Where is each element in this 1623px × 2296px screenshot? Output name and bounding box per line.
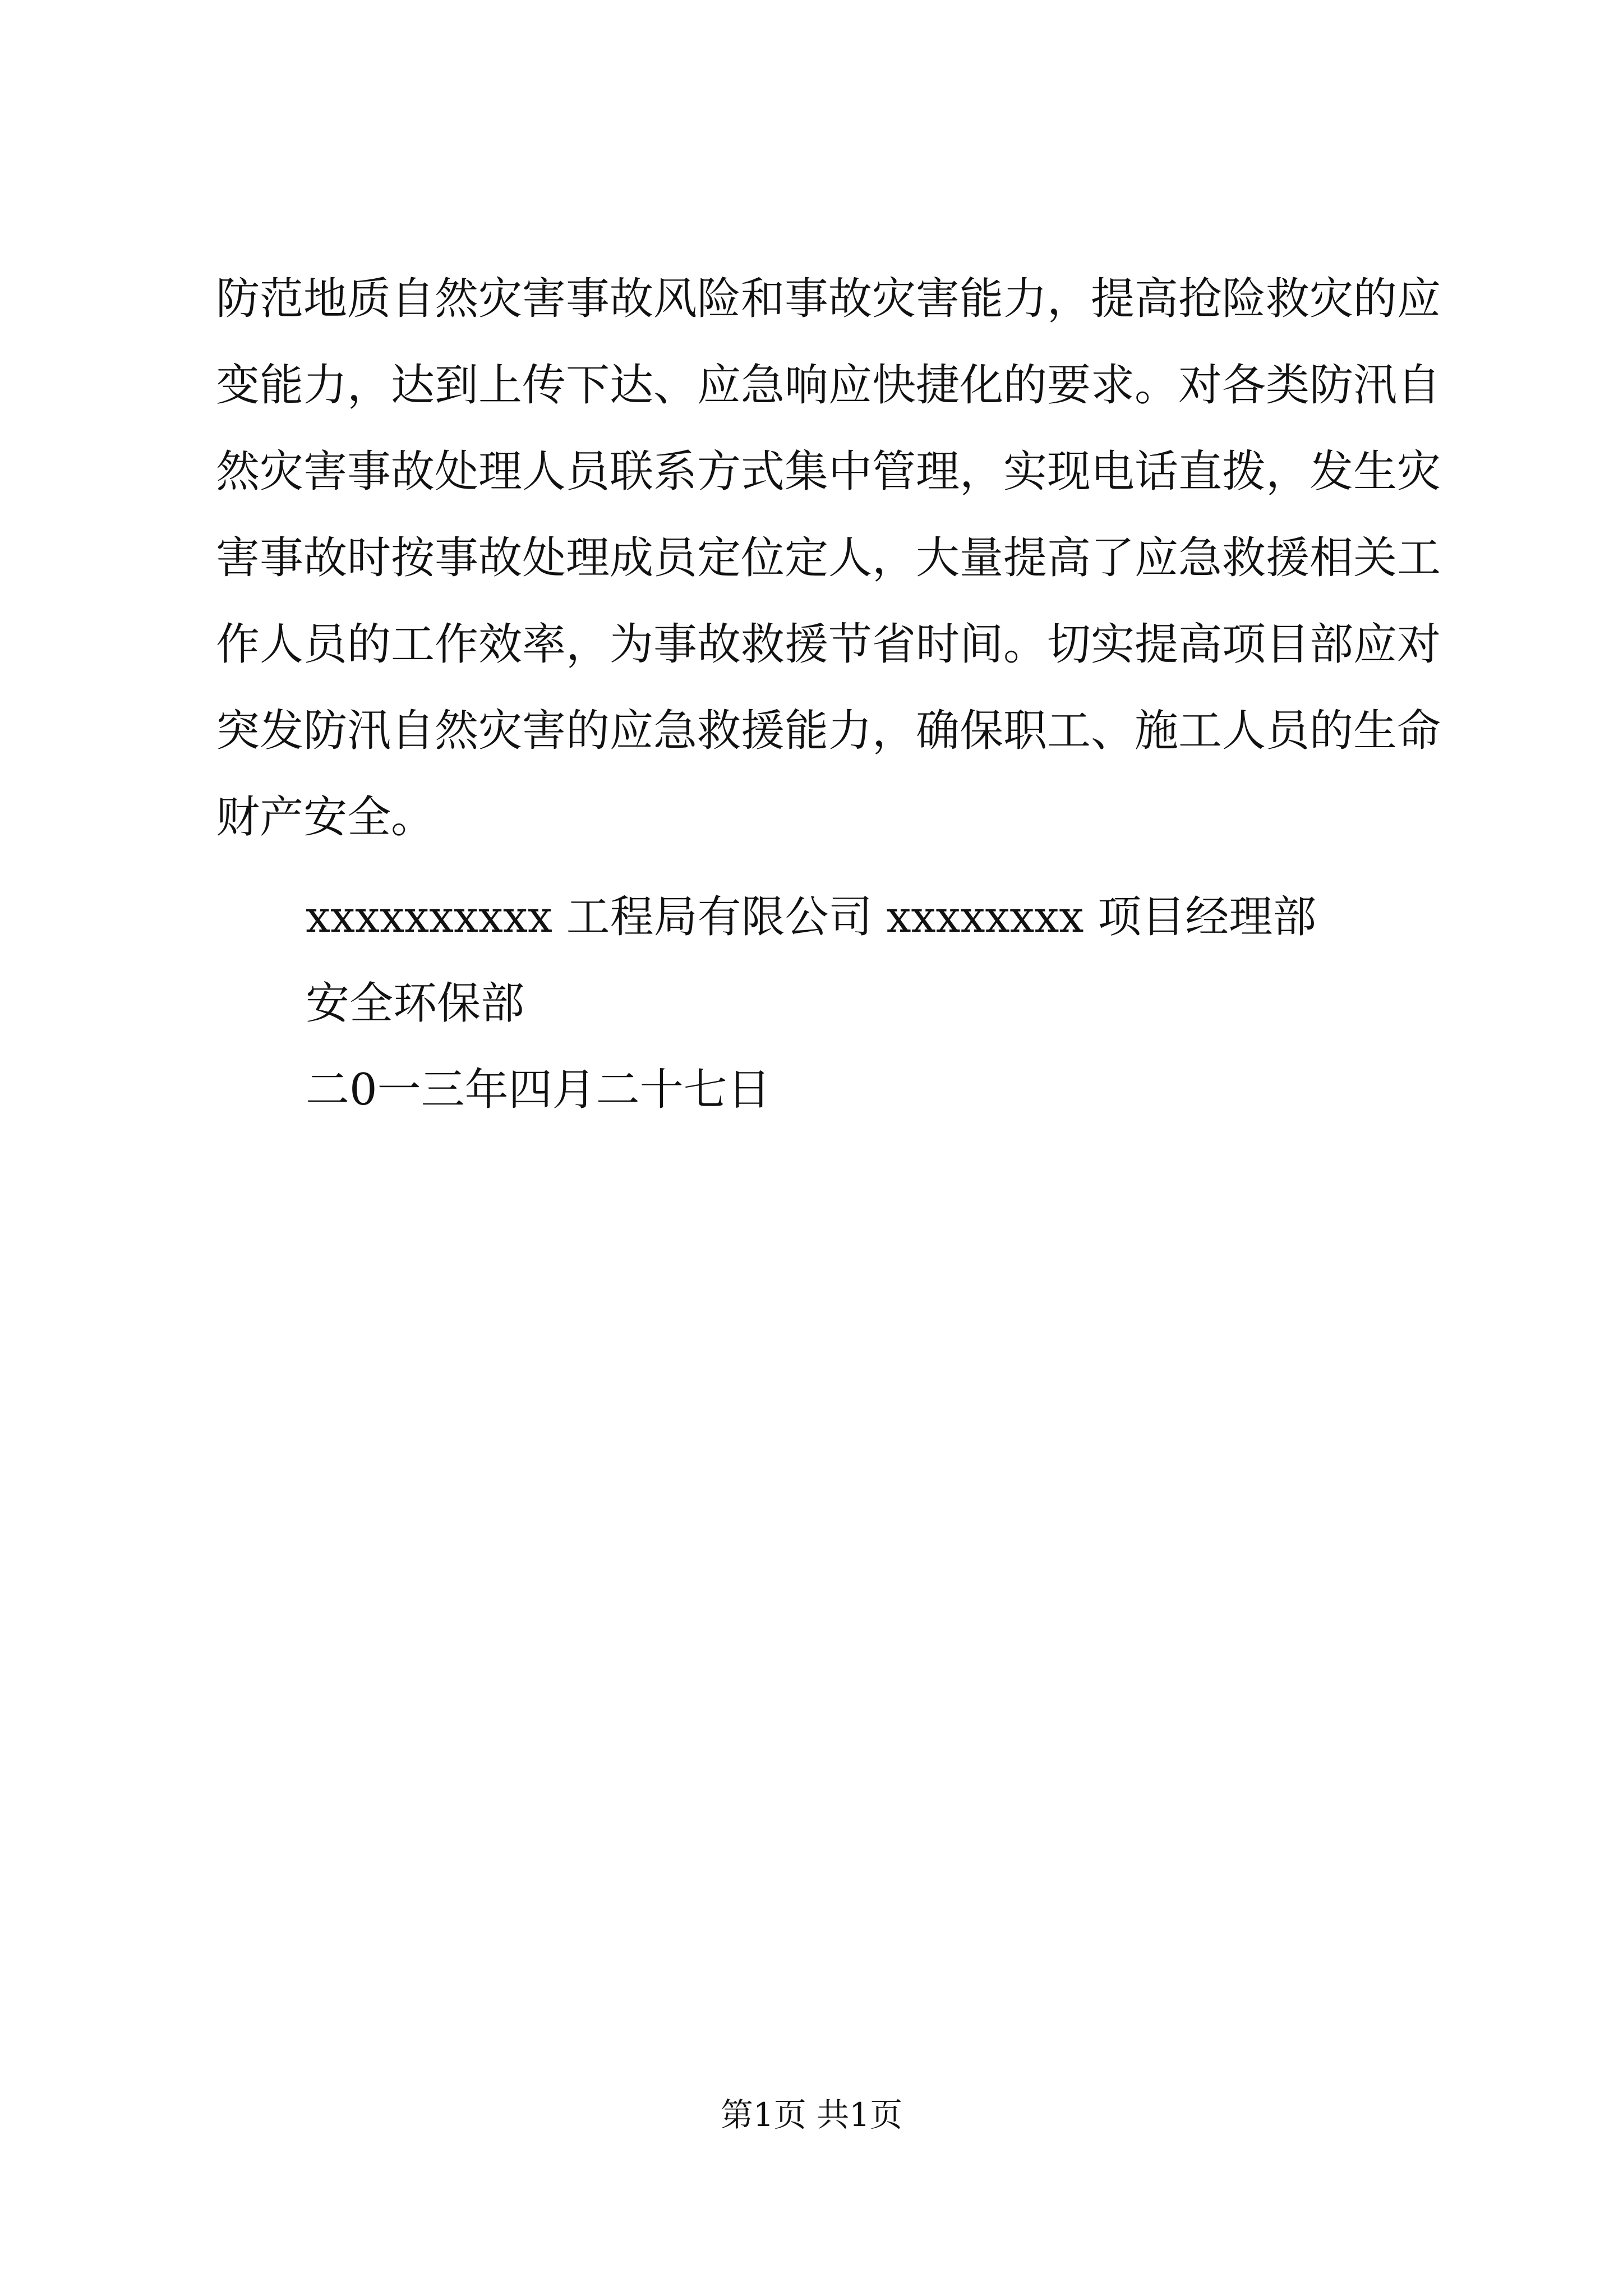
signature-date: 二0一三年四月二十七日 [306,1065,771,1115]
body-paragraph [216,256,1441,861]
paragraph-line: 害事故时按事故处理成员定位定人，大量提高了应急救援相关工 [216,533,1441,583]
signature-organization: xxxxxxxxxx 工程局有限公司 xxxxxxxx 项目经理部 [306,892,1317,942]
paragraph-line: 防范地质自然灾害事故风险和事故灾害能力，提高抢险救灾的应 [216,274,1441,324]
signature-block [306,874,1316,1133]
paragraph-line: 财产安全。 [216,792,435,843]
paragraph-line: 变能力，达到上传下达、应急响应快捷化的要求。对各类防汛自 [216,360,1441,411]
signature-department: 安全环保部 [306,978,525,1029]
paragraph-line: 然灾害事故处理人员联系方式集中管理，实现电话直拨，发生灾 [216,447,1441,497]
page-footer: 第1页 共1页 [720,2096,903,2134]
paragraph-line: 突发防汛自然灾害的应急救援能力，确保职工、施工人员的生命 [216,706,1441,756]
paragraph-line: 作人员的工作效率，为事故救援节省时间。切实提高项目部应对 [216,619,1441,670]
